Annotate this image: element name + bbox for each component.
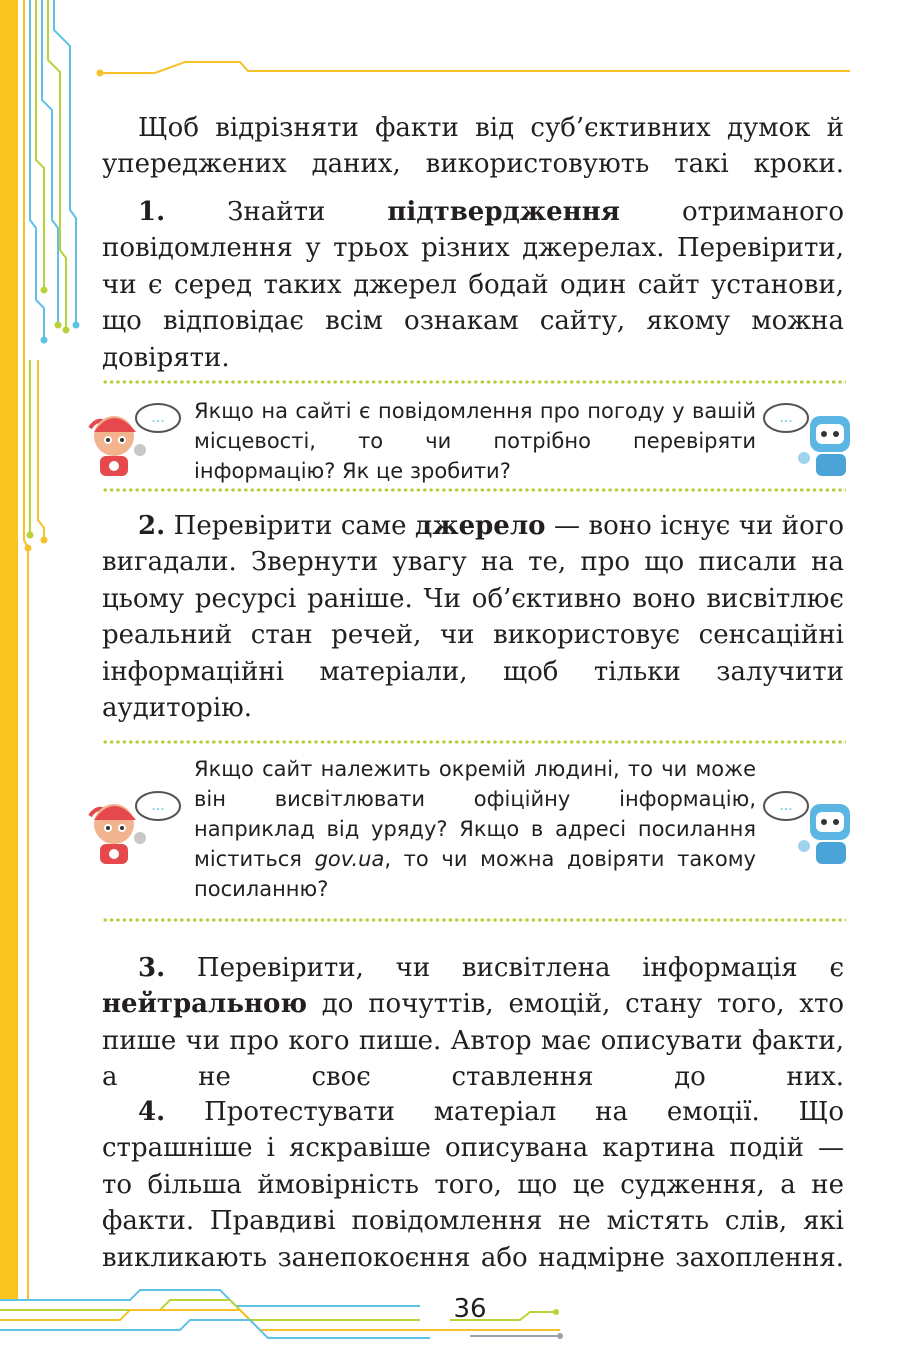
note-1-text: Якщо на сайті є повідомлення про погоду у вашій місцевості, то чи потрібно перевіряти інформацію? Як це зробити? <box>194 399 756 483</box>
svg-text:...: ... <box>779 410 793 426</box>
svg-text:...: ... <box>151 798 165 814</box>
dotted-divider <box>102 488 846 492</box>
step-2-keyword: джерело <box>415 511 546 541</box>
robot-girl-icon <box>78 786 188 872</box>
step-4-number: 4. <box>138 1097 166 1127</box>
step-3-number: 3. <box>138 953 166 983</box>
step-2-number: 2. <box>138 511 166 541</box>
page-number: 36 <box>453 1294 487 1324</box>
note-2-text: Якщо сайт належить окремій людині, то чи може він висвітлювати офіційну інформацію, наприклад від уряду? Якщо в адресі посилання міститься gov.ua, то чи можна довіряти такому посиланню? <box>194 757 756 901</box>
svg-text:...: ... <box>779 798 793 814</box>
dotted-divider <box>102 740 846 744</box>
step-4-paragraph: 4. Протестувати матеріал на емоції. Що страшніше і яскравіше описувана картина подій — то більша ймовірність того, що це судження, а не факти. Правдиві повідомлення не містять слів, які викликають занепокоєння або надмірне захоплення. <box>102 1097 844 1273</box>
robot-boy-icon <box>760 398 870 484</box>
svg-text:...: ... <box>151 410 165 426</box>
robot-girl-icon <box>78 398 188 484</box>
step-1-number: 1. <box>138 197 166 227</box>
robot-boy-icon <box>760 786 870 872</box>
intro-paragraph: Щоб відрізняти факти від суб’єктивних думок й упереджених даних, використовують такі кроки. <box>102 113 844 180</box>
step-2-paragraph: 2. Перевірити саме джерело — воно існує чи його вигадали. Звернути увагу на те, про що писали на цьому ресурсі раніше. Чи об’єктивно воно висвітлює реальний стан речей, чи використовує сенсаційні інформаційні матеріали, щоб тільки залучити аудиторію. <box>102 511 845 724</box>
step-1-keyword: підтвердження <box>387 197 620 227</box>
step-3-paragraph: 3. Перевірити, чи висвітлена інформація є нейтральною до почуттів, емоцій, стану того, хто пише чи про кого пише. Автор має описувати факти, а не своє ставлення до них. <box>102 953 845 1093</box>
step-1-paragraph: 1. Знайти підтвердження отриманого повідомлення у трьох різних джерелах. Перевірити, чи є серед таких джерел бодай один сайт установи, що відповідає всім ознакам сайту, якому можна довіряти. <box>102 197 844 373</box>
dotted-divider <box>102 380 846 384</box>
step-3-keyword: нейтральною <box>102 989 308 1020</box>
dotted-divider <box>102 918 846 922</box>
